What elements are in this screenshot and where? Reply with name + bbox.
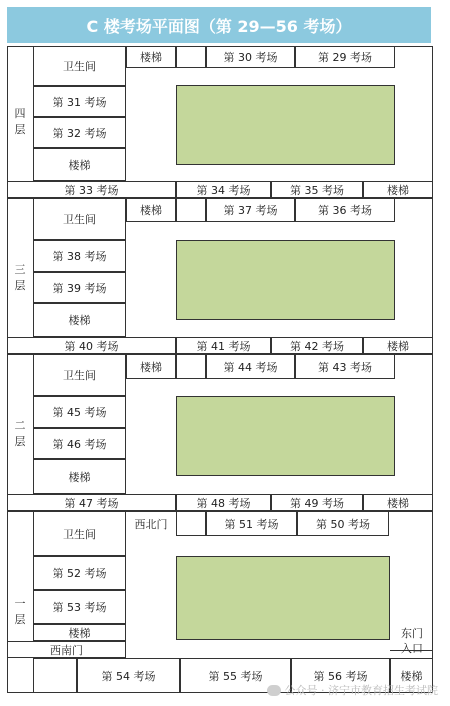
exam-room-33: 第 33 考场 bbox=[7, 181, 176, 198]
exam-room-50: 第 50 考场 bbox=[297, 511, 389, 536]
exam-room-54: 第 54 考场 bbox=[77, 658, 180, 693]
exam-room-29: 第 29 考场 bbox=[295, 46, 395, 68]
stairs: 楼梯 bbox=[126, 354, 176, 379]
stairs: 楼梯 bbox=[33, 459, 126, 494]
exam-room-31: 第 31 考场 bbox=[33, 86, 126, 117]
exam-room-41: 第 41 考场 bbox=[176, 337, 271, 354]
stairs: 楼梯 bbox=[33, 624, 126, 641]
stairs: 楼梯 bbox=[33, 303, 126, 337]
exam-room-34: 第 34 考场 bbox=[176, 181, 271, 198]
exam-room-45: 第 45 考场 bbox=[33, 396, 126, 428]
floor-3-label: 三 层 bbox=[14, 263, 26, 292]
exam-room-56: 第 56 考场 bbox=[291, 658, 390, 693]
exam-room-43: 第 43 考场 bbox=[295, 354, 395, 379]
entrance: 入口 bbox=[401, 641, 423, 655]
empty-cell bbox=[176, 46, 206, 68]
stairs: 楼梯 bbox=[126, 46, 176, 68]
empty-cell bbox=[176, 354, 206, 379]
exam-room-53: 第 53 考场 bbox=[33, 590, 126, 624]
northwest-gate: 西北门 bbox=[134, 517, 168, 531]
east-gate: 东门 bbox=[401, 626, 423, 640]
exam-room-39: 第 39 考场 bbox=[33, 272, 126, 303]
exam-room-32: 第 32 考场 bbox=[33, 117, 126, 148]
exam-room-51: 第 51 考场 bbox=[206, 511, 297, 536]
exam-room-40: 第 40 考场 bbox=[7, 337, 176, 354]
exam-room-52: 第 52 考场 bbox=[33, 556, 126, 590]
exam-room-30: 第 30 考场 bbox=[206, 46, 295, 68]
floor-1-label: 一 层 bbox=[14, 597, 26, 626]
restroom: 卫生间 bbox=[33, 511, 126, 556]
exam-room-37: 第 37 考场 bbox=[206, 198, 295, 222]
exam-room-35: 第 35 考场 bbox=[271, 181, 363, 198]
watermark: 公众号 · 济宁市教育招生考试院 bbox=[267, 682, 439, 698]
exam-room-36: 第 36 考场 bbox=[295, 198, 395, 222]
empty-cell bbox=[176, 198, 206, 222]
exam-room-44: 第 44 考场 bbox=[206, 354, 295, 379]
courtyard bbox=[176, 240, 395, 320]
exam-room-42: 第 42 考场 bbox=[271, 337, 363, 354]
entrance-divider bbox=[390, 650, 433, 651]
restroom: 卫生间 bbox=[33, 354, 126, 396]
restroom: 卫生间 bbox=[33, 198, 126, 240]
page-title: C 楼考场平面图（第 29—56 考场） bbox=[7, 7, 431, 43]
empty-cell bbox=[176, 511, 206, 536]
southwest-gate: 西南门 bbox=[7, 641, 126, 658]
restroom: 卫生间 bbox=[33, 46, 126, 86]
exam-room-47: 第 47 考场 bbox=[7, 494, 176, 511]
exam-room-48: 第 48 考场 bbox=[176, 494, 271, 511]
exam-room-38: 第 38 考场 bbox=[33, 240, 126, 272]
stairs: 楼梯 bbox=[363, 337, 433, 354]
stairs: 楼梯 bbox=[363, 494, 433, 511]
stairs: 楼梯 bbox=[363, 181, 433, 198]
floor-4-label: 四 层 bbox=[14, 107, 26, 136]
exam-room-55: 第 55 考场 bbox=[180, 658, 291, 693]
floor-2-label: 二 层 bbox=[14, 419, 26, 448]
courtyard bbox=[176, 556, 390, 640]
exam-room-49: 第 49 考场 bbox=[271, 494, 363, 511]
stairs: 楼梯 bbox=[126, 198, 176, 222]
courtyard bbox=[176, 85, 395, 165]
exam-room-46: 第 46 考场 bbox=[33, 428, 126, 459]
courtyard bbox=[176, 396, 395, 476]
chat-bubble-icon bbox=[267, 685, 281, 696]
stairs: 楼梯 bbox=[390, 658, 433, 693]
empty-cell bbox=[33, 658, 77, 693]
stairs: 楼梯 bbox=[33, 148, 126, 181]
